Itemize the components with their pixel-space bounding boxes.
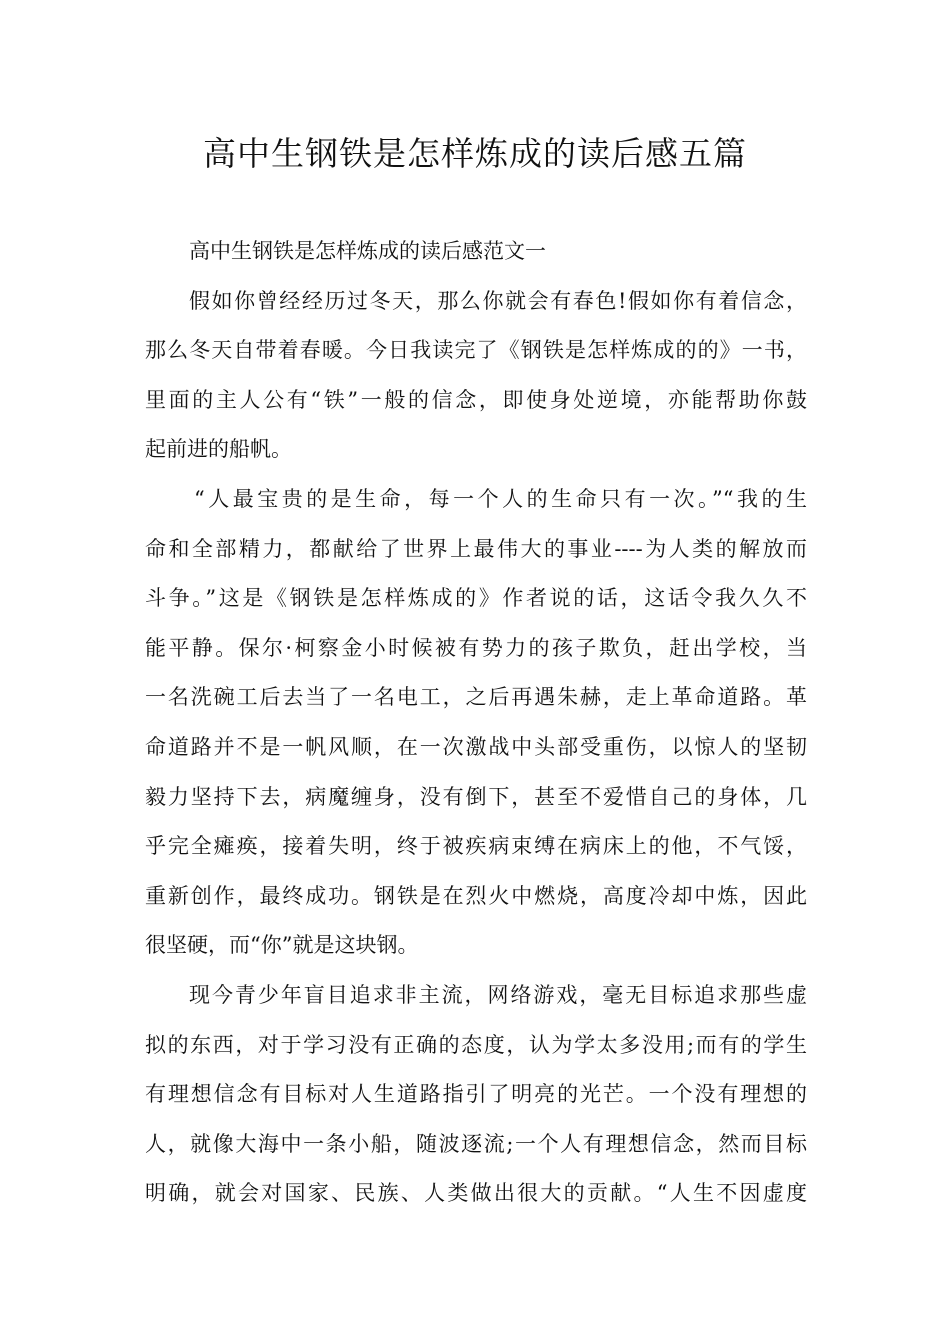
text-line: 那么冬天自带着春暖。今日我读完了《钢铁是怎样炼成的的》一书， — [145, 338, 807, 363]
text-line: “人最宝贵的是生命，每一个人的生命只有一次。”“我的生 — [194, 486, 807, 511]
document-body — [145, 236, 807, 1228]
text-line: 很坚硬，而“你”就是这块钢。 — [145, 933, 419, 958]
text-line: 命道路并不是一帆风顺，在一次激战中头部受重伤，以惊人的坚韧 — [145, 734, 807, 759]
text-line: 重新创作，最终成功。钢铁是在烈火中燃烧，高度冷却中炼，因此 — [145, 883, 807, 908]
text-line: 有理想信念有目标对人生道路指引了明亮的光芒。一个没有理想的 — [145, 1082, 807, 1107]
text-line: 里面的主人公有“铁”一般的信念，即使身处逆境，亦能帮助你鼓 — [145, 387, 807, 412]
text-line: 斗争。”这是《钢铁是怎样炼成的》作者说的话，这话令我久久不 — [145, 586, 807, 611]
text-line: 拟的东西，对于学习没有正确的态度，认为学太多没用;而有的学生 — [145, 1032, 807, 1057]
text-line: 一名洗碗工后去当了一名电工，之后再遇朱赫，走上革命道路。革 — [145, 685, 807, 710]
text-line: 命和全部精力，都献给了世界上最伟大的事业----为人类的解放而 — [145, 536, 807, 561]
text-line: 现今青少年盲目追求非主流，网络游戏，毫无目标追求那些虚 — [189, 982, 807, 1007]
text-line: 明确，就会对国家、民族、人类做出很大的贡献。“人生不因虚度 — [145, 1181, 807, 1206]
section-heading: 高中生钢铁是怎样炼成的读后感范文一 — [189, 239, 546, 263]
text-line: 假如你曾经经历过冬天，那么你就会有春色!假如你有着信念， — [189, 288, 807, 313]
text-line: 毅力坚持下去，病魔缠身，没有倒下，甚至不爱惜自己的身体，几 — [145, 784, 807, 809]
text-line: 人，就像大海中一条小船，随波逐流;一个人有理想信念，然而目标 — [145, 1131, 807, 1156]
text-line: 起前进的船帆。 — [145, 437, 292, 462]
text-line: 乎完全瘫痪，接着失明，终于被疾病束缚在病床上的他，不气馁， — [145, 834, 807, 859]
document-title: 高中生钢铁是怎样炼成的读后感五篇 — [203, 134, 747, 173]
text-line: 能平静。保尔·柯察金小时候被有势力的孩子欺负，赶出学校，当 — [145, 635, 807, 660]
